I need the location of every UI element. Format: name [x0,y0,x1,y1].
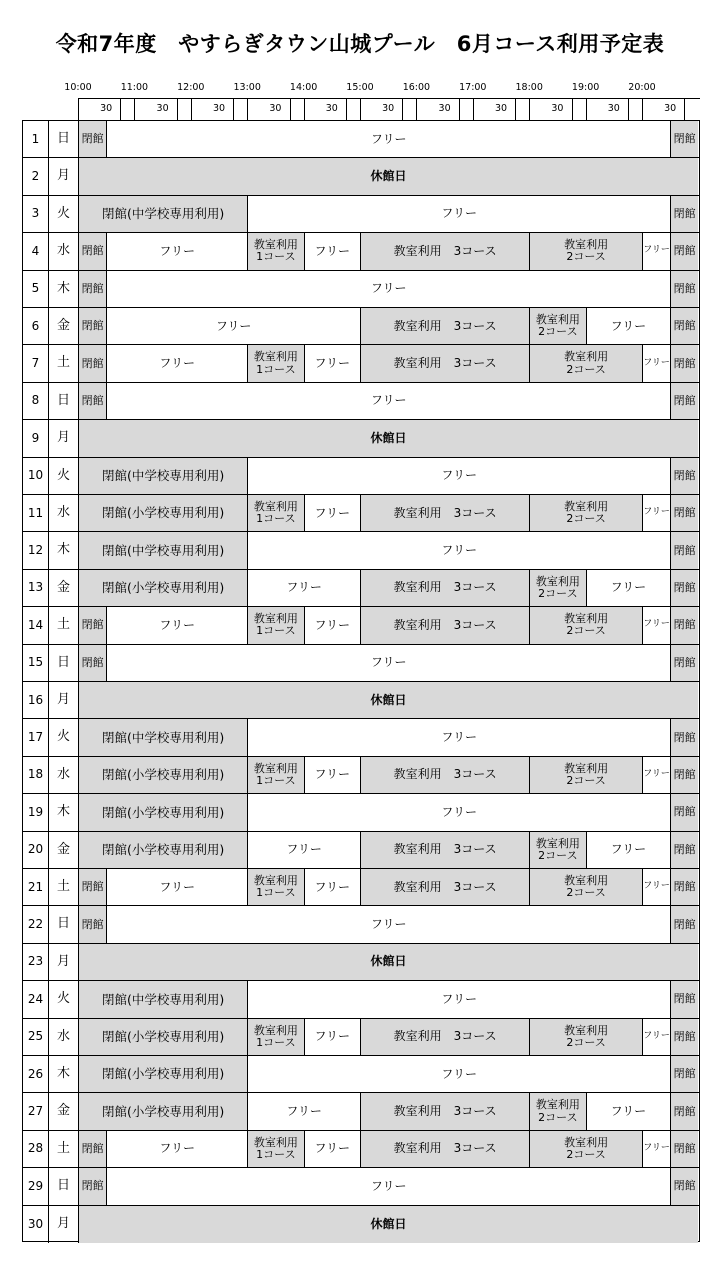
class-course2-slot: 教室利用 2コース [530,1131,643,1167]
schedule-row [23,906,699,943]
day-of-week: 金 [49,570,79,606]
free-slot: フリー [305,1019,361,1055]
half-tick [233,98,234,120]
day-of-week: 土 [49,1131,79,1167]
half-tick [290,98,291,120]
free-slot: フリー [248,794,671,830]
class-course3-slot: 教室利用 3コース [361,495,530,531]
half-hour-label: 30 [269,103,282,114]
class-course3-slot: 教室利用 3コース [361,757,530,793]
day-of-week: 土 [49,869,79,905]
day-number: 22 [23,906,49,942]
free-slot: フリー [305,757,361,793]
day-of-week: 月 [49,682,79,718]
schedule-row [23,1019,699,1056]
closed-jhs-slot: 閉館(中学校専用利用) [79,719,248,755]
class-course2-slot: 教室利用 2コース [530,757,643,793]
closed-slot: 閉館 [671,383,698,419]
class-course3-slot: 教室利用 3コース [361,233,530,269]
class-course2-slot: 教室利用 2コース [530,233,643,269]
day-number: 4 [23,233,49,269]
day-number: 10 [23,458,49,494]
class-course3-slot: 教室利用 3コース [361,607,530,643]
day-number: 1 [23,121,49,157]
free-slot: フリー [643,233,671,269]
schedule-row [23,1056,699,1093]
closed-slot: 閉館 [79,869,107,905]
day-of-week: 金 [49,1093,79,1129]
class-course3-slot: 教室利用 3コース [361,345,530,381]
holiday-slot: 休館日 [79,682,698,718]
closed-es-slot: 閉館(小学校専用利用) [79,570,248,606]
half-hour-label: 30 [551,103,564,114]
free-slot: フリー [643,869,671,905]
closed-slot: 閉館 [671,757,698,793]
schedule-row [23,944,699,981]
closed-es-slot: 閉館(小学校専用利用) [79,794,248,830]
closed-es-slot: 閉館(小学校専用利用) [79,1019,248,1055]
half-hour-label: 30 [438,103,451,114]
closed-jhs-slot: 閉館(中学校専用利用) [79,458,248,494]
hour-tick [247,98,248,120]
half-tick [177,98,178,120]
closed-slot: 閉館 [79,345,107,381]
schedule-row [23,271,699,308]
closed-slot: 閉館 [671,271,698,307]
free-slot: フリー [587,570,672,606]
day-number: 11 [23,495,49,531]
free-slot: フリー [107,869,248,905]
free-slot: フリー [107,1131,248,1167]
day-number: 18 [23,757,49,793]
closed-slot: 閉館 [79,1131,107,1167]
day-number: 8 [23,383,49,419]
schedule-row [23,719,699,756]
schedule-row [23,345,699,382]
schedule-row [23,458,699,495]
free-slot: フリー [107,906,671,942]
schedule-row [23,832,699,869]
day-number: 24 [23,981,49,1017]
day-of-week: 日 [49,121,79,157]
free-slot: フリー [305,495,361,531]
closed-slot: 閉館 [671,1019,698,1055]
closed-slot: 閉館 [79,645,107,681]
class-course1-slot: 教室利用 1コース [248,869,304,905]
hour-tick [360,98,361,120]
day-number: 14 [23,607,49,643]
free-slot: フリー [643,1131,671,1167]
half-hour-label: 30 [664,103,677,114]
day-of-week: 日 [49,906,79,942]
hour-tick [473,98,474,120]
closed-slot: 閉館 [671,1056,698,1092]
day-of-week: 月 [49,944,79,980]
class-course2-slot: 教室利用 2コース [530,308,586,344]
hour-tick [191,98,192,120]
free-slot: フリー [248,719,671,755]
day-number: 13 [23,570,49,606]
closed-slot: 閉館 [79,1168,107,1204]
closed-slot: 閉館 [671,196,698,232]
free-slot: フリー [107,345,248,381]
day-number: 29 [23,1168,49,1204]
day-of-week: 水 [49,495,79,531]
holiday-slot: 休館日 [79,420,698,456]
day-number: 23 [23,944,49,980]
day-number: 3 [23,196,49,232]
day-number: 27 [23,1093,49,1129]
closed-slot: 閉館 [671,607,698,643]
class-course1-slot: 教室利用 1コース [248,757,304,793]
class-course2-slot: 教室利用 2コース [530,607,643,643]
hour-label: 18:00 [515,82,543,93]
half-tick [684,98,685,120]
class-course3-slot: 教室利用 3コース [361,308,530,344]
closed-slot: 閉館 [79,271,107,307]
free-slot: フリー [107,607,248,643]
free-slot: フリー [643,345,671,381]
closed-slot: 閉館 [671,233,698,269]
half-hour-label: 30 [100,103,113,114]
hour-tick [416,98,417,120]
schedule-row [23,607,699,644]
class-course1-slot: 教室利用 1コース [248,495,304,531]
closed-es-slot: 閉館(小学校専用利用) [79,757,248,793]
free-slot: フリー [107,233,248,269]
free-slot: フリー [107,1168,671,1204]
free-slot: フリー [643,495,671,531]
free-slot: フリー [587,308,672,344]
day-number: 21 [23,869,49,905]
day-number: 25 [23,1019,49,1055]
closed-slot: 閉館 [79,121,107,157]
schedule-row [23,158,699,195]
closed-slot: 閉館 [671,345,698,381]
closed-slot: 閉館 [671,981,698,1017]
half-tick [346,98,347,120]
hour-tick [304,98,305,120]
closed-slot: 閉館 [671,495,698,531]
class-course2-slot: 教室利用 2コース [530,570,586,606]
day-of-week: 土 [49,345,79,381]
day-of-week: 木 [49,1056,79,1092]
closed-slot: 閉館 [671,869,698,905]
closed-jhs-slot: 閉館(中学校専用利用) [79,981,248,1017]
day-number: 12 [23,532,49,568]
day-of-week: 木 [49,532,79,568]
closed-slot: 閉館 [671,308,698,344]
day-of-week: 木 [49,271,79,307]
hour-label: 13:00 [233,82,261,93]
hour-tick [529,98,530,120]
class-course2-slot: 教室利用 2コース [530,1093,586,1129]
day-of-week: 火 [49,719,79,755]
day-of-week: 日 [49,1168,79,1204]
day-number: 5 [23,271,49,307]
free-slot: フリー [305,233,361,269]
hour-tick [78,98,79,120]
day-number: 20 [23,832,49,868]
class-course1-slot: 教室利用 1コース [248,1019,304,1055]
schedule-row [23,532,699,569]
day-of-week: 日 [49,383,79,419]
closed-slot: 閉館 [671,1168,698,1204]
schedule-row [23,1206,699,1243]
free-slot: フリー [643,607,671,643]
schedule-row [23,757,699,794]
time-scale [0,78,720,120]
day-of-week: 日 [49,645,79,681]
schedule-row [23,1131,699,1168]
half-hour-label: 30 [212,103,226,114]
schedule-table [22,120,700,1242]
closed-slot: 閉館 [79,233,107,269]
day-of-week: 月 [49,420,79,456]
free-slot: フリー [107,383,671,419]
half-tick [572,98,573,120]
schedule-row [23,420,699,457]
hour-label: 16:00 [402,82,431,93]
free-slot: フリー [248,1093,361,1129]
schedule-row [23,1093,699,1130]
free-slot: フリー [305,1131,361,1167]
day-of-week: 火 [49,458,79,494]
day-of-week: 金 [49,308,79,344]
closed-slot: 閉館 [671,719,698,755]
holiday-slot: 休館日 [79,1206,698,1243]
closed-slot: 閉館 [79,906,107,942]
class-course2-slot: 教室利用 2コース [530,1019,643,1055]
day-of-week: 金 [49,832,79,868]
hour-tick [586,98,587,120]
closed-slot: 閉館 [79,383,107,419]
free-slot: フリー [305,869,361,905]
day-number: 2 [23,158,49,194]
schedule-row [23,1168,699,1205]
half-hour-label: 30 [156,103,169,114]
day-of-week: 火 [49,981,79,1017]
closed-es-slot: 閉館(小学校専用利用) [79,1093,248,1129]
half-tick [459,98,460,120]
class-course2-slot: 教室利用 2コース [530,869,643,905]
class-course2-slot: 教室利用 2コース [530,495,643,531]
day-number: 30 [23,1206,49,1243]
day-number: 6 [23,308,49,344]
half-tick [402,98,403,120]
day-of-week: 月 [49,158,79,194]
hour-label: 10:00 [64,82,92,93]
closed-jhs-slot: 閉館(中学校専用利用) [79,532,248,568]
half-tick [120,98,121,120]
day-number: 17 [23,719,49,755]
closed-slot: 閉館 [671,832,698,868]
schedule-row [23,869,699,906]
day-of-week: 木 [49,794,79,830]
day-number: 19 [23,794,49,830]
day-of-week: 火 [49,196,79,232]
class-course3-slot: 教室利用 3コース [361,1131,530,1167]
schedule-row [23,794,699,831]
closed-slot: 閉館 [671,121,698,157]
hour-label: 20:00 [628,82,656,93]
free-slot: フリー [248,832,361,868]
class-course1-slot: 教室利用 1コース [248,233,304,269]
free-slot: フリー [587,832,672,868]
free-slot: フリー [107,308,361,344]
free-slot: フリー [305,345,361,381]
free-slot: フリー [248,981,671,1017]
hour-label: 14:00 [289,82,318,93]
day-number: 26 [23,1056,49,1092]
day-number: 16 [23,682,49,718]
closed-slot: 閉館 [79,607,107,643]
hour-label: 12:00 [177,82,205,93]
class-course3-slot: 教室利用 3コース [361,869,530,905]
free-slot: フリー [107,271,671,307]
hour-label: 11:00 [120,82,149,93]
schedule-row [23,121,699,158]
free-slot: フリー [305,607,361,643]
closed-slot: 閉館 [671,1131,698,1167]
half-hour-label: 30 [325,103,338,114]
day-of-week: 水 [49,1019,79,1055]
closed-slot: 閉館 [671,532,698,568]
hour-label: 19:00 [571,82,600,93]
closed-slot: 閉館 [671,1093,698,1129]
class-course1-slot: 教室利用 1コース [248,345,304,381]
day-number: 15 [23,645,49,681]
schedule-row [23,196,699,233]
schedule-row [23,308,699,345]
hour-tick [642,98,643,120]
class-course2-slot: 教室利用 2コース [530,345,643,381]
free-slot: フリー [248,1056,671,1092]
day-of-week: 月 [49,1206,79,1243]
closed-slot: 閉館 [671,645,698,681]
half-tick [515,98,516,120]
day-of-week: 水 [49,233,79,269]
schedule-row [23,383,699,420]
free-slot: フリー [248,458,671,494]
class-course3-slot: 教室利用 3コース [361,832,530,868]
free-slot: フリー [107,645,671,681]
holiday-slot: 休館日 [79,944,698,980]
half-tick [628,98,629,120]
half-hour-label: 30 [607,103,620,114]
day-number: 9 [23,420,49,456]
day-of-week: 土 [49,607,79,643]
class-course1-slot: 教室利用 1コース [248,607,304,643]
half-hour-label: 30 [494,103,508,114]
day-number: 7 [23,345,49,381]
class-course3-slot: 教室利用 3コース [361,1093,530,1129]
class-course2-slot: 教室利用 2コース [530,832,586,868]
schedule-row [23,682,699,719]
schedule-row [23,233,699,270]
closed-slot: 閉館 [671,570,698,606]
hour-label: 15:00 [346,82,374,93]
day-of-week: 水 [49,757,79,793]
closed-slot: 閉館 [79,308,107,344]
half-hour-label: 30 [382,103,395,114]
day-number: 28 [23,1131,49,1167]
closed-es-slot: 閉館(小学校専用利用) [79,495,248,531]
class-course3-slot: 教室利用 3コース [361,570,530,606]
class-course3-slot: 教室利用 3コース [361,1019,530,1055]
closed-slot: 閉館 [671,458,698,494]
holiday-slot: 休館日 [79,158,698,194]
schedule-row [23,645,699,682]
closed-slot: 閉館 [671,794,698,830]
class-course1-slot: 教室利用 1コース [248,1131,304,1167]
page-title: 令和7年度 やすらぎタウン山城プール 6月コース利用予定表 [55,32,665,56]
hour-label: 17:00 [459,82,487,93]
schedule-row [23,981,699,1018]
free-slot: フリー [248,532,671,568]
free-slot: フリー [643,757,671,793]
schedule-row [23,495,699,532]
free-slot: フリー [643,1019,671,1055]
free-slot: フリー [248,570,361,606]
schedule-row [23,570,699,607]
closed-es-slot: 閉館(小学校専用利用) [79,832,248,868]
closed-jhs-slot: 閉館(中学校専用利用) [79,196,248,232]
closed-slot: 閉館 [671,906,698,942]
closed-es-slot: 閉館(小学校専用利用) [79,1056,248,1092]
free-slot: フリー [587,1093,672,1129]
free-slot: フリー [248,196,671,232]
free-slot: フリー [107,121,671,157]
hour-tick [134,98,135,120]
time-scale-line [78,98,700,99]
